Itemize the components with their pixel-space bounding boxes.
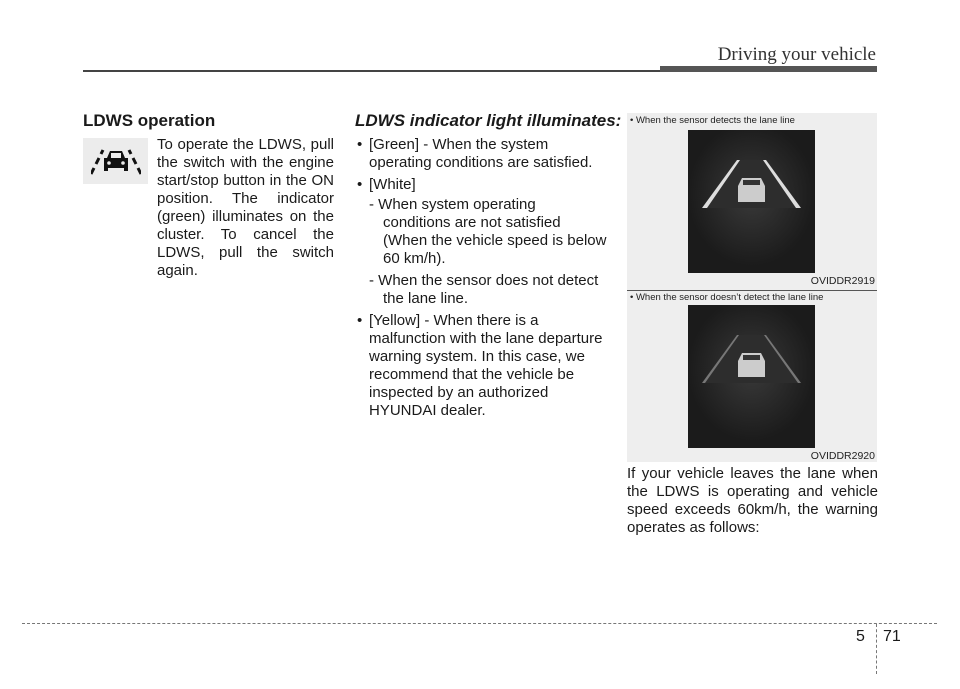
figure-code: OVIDDR2919 — [810, 275, 875, 287]
indicator-heading: LDWS indicator light illuminates: — [355, 111, 622, 130]
figure-caption: • When the sensor detects the lane line — [630, 115, 795, 126]
item-text: [White] — [369, 176, 416, 193]
lane-detected-image — [688, 130, 815, 273]
sub-item: - When the sensor does not detect the lane line. — [369, 272, 599, 307]
figure-panel — [627, 113, 877, 462]
warning-text: If your vehicle leaves the lane when the LDWS is operating and vehicle speed exceeds 60km/h, the warning operates as follows: — [627, 465, 878, 536]
section-title: Driving your vehicle — [717, 44, 876, 65]
indicator-item-yellow — [355, 312, 607, 420]
figure-divider — [627, 290, 877, 291]
figure-code: OVIDDR2920 — [810, 450, 875, 462]
indicator-list — [355, 136, 607, 424]
indicator-item-white — [355, 176, 607, 308]
header-rule — [83, 70, 660, 72]
lane-not-detected-image — [688, 305, 815, 448]
item-text: [Yellow] - When there is a malfunction with the lane departure warning system. In this case, we recommend that the vehicle be inspected by an authorized HYUNDAI dealer. — [369, 312, 603, 419]
ldws-operation-heading: LDWS operation — [83, 111, 216, 130]
item-text: [Green] - When the system operating conditions are satisfied. — [369, 136, 593, 171]
page-number: 71 — [883, 628, 901, 645]
lane-departure-icon — [83, 138, 148, 184]
footer-rule — [22, 623, 937, 624]
ldws-operation-text: To operate the LDWS, pull the switch with the engine start/stop button in the ON position. The indicator (green) illuminates on the cluster. To cancel the LDWS, pull the switch again. — [157, 136, 334, 279]
header-rule-thick — [660, 66, 877, 72]
footer-divider — [876, 624, 877, 674]
indicator-item-green — [355, 136, 607, 172]
figure-caption: • When the sensor doesn’t detect the lane line — [630, 292, 824, 303]
sub-item: - When system operating conditions are not satisfied (When the vehicle speed is below 60 km/h). — [369, 196, 607, 267]
chapter-number: 5 — [856, 628, 865, 645]
